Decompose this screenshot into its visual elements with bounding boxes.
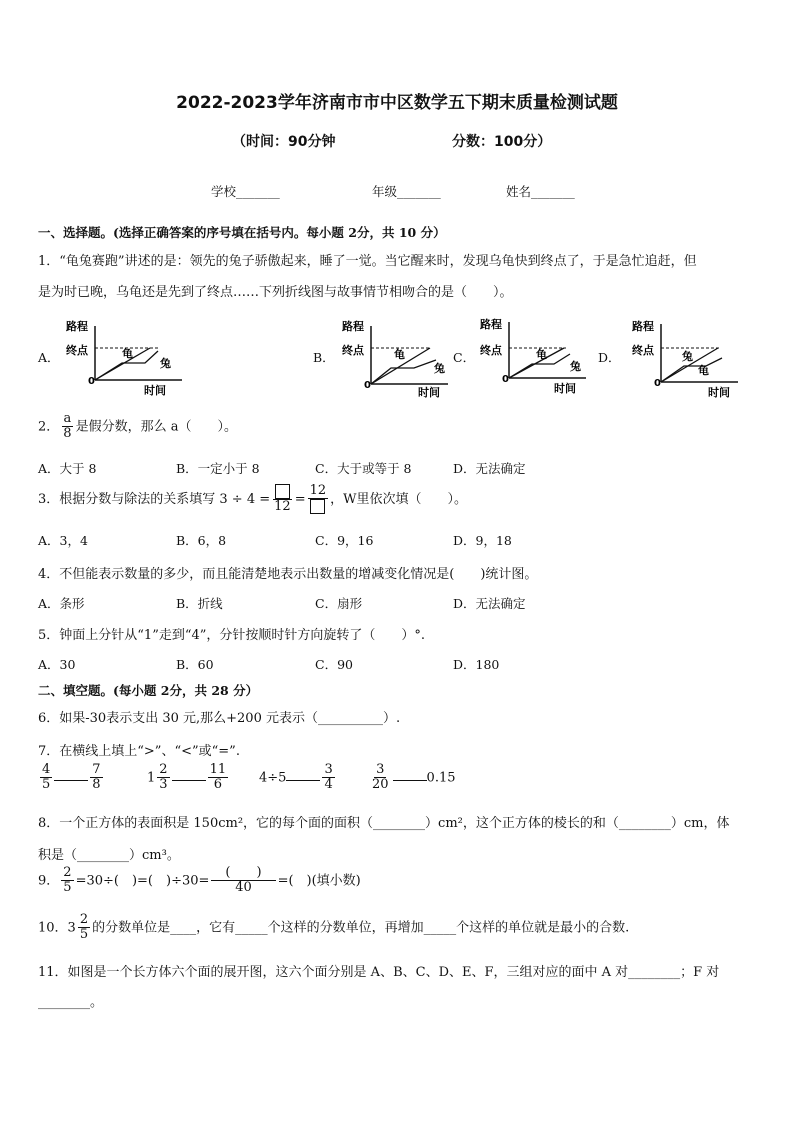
rabbit-label: 兔 [160, 357, 171, 370]
numerator: 4 [42, 762, 51, 777]
name-field: 姓名_______ [506, 184, 575, 199]
q9-end: =( )(填小数) [277, 873, 361, 889]
q2-option-a: A．大于 8 [38, 461, 97, 476]
x-axis-label: 时间 [554, 382, 576, 395]
origin-label: 0 [654, 378, 661, 389]
q7-item-3 [259, 763, 337, 793]
q3-frac1-denominator: 12 [274, 499, 291, 515]
tortoise-label: 龟 [122, 347, 133, 360]
q4-stem: 4．不但能表示数量的多少，而且能清楚地表示出数量的增减变化情况是( )统计图。 [38, 567, 538, 582]
numerator: ( ) [211, 866, 275, 881]
q3-fraction-1 [272, 484, 293, 515]
q1-line1: 1．“龟兔赛跑”讲述的是：领先的兔子骄傲起来，睡了一觉。当它醒来时，发现乌龟快到终点了，于是急忙追赶，但 [38, 254, 697, 269]
q3-box-1 [275, 484, 290, 499]
origin-label: 0 [502, 374, 509, 385]
q4-option-d: D．无法确定 [453, 596, 526, 611]
denominator: 5 [79, 927, 89, 943]
q3-box-2-wrap [308, 499, 327, 514]
q2-stem [38, 412, 237, 442]
q7-item1-right [90, 763, 102, 793]
q2-fraction [61, 412, 73, 442]
q3-option-a: A．3，4 [38, 533, 88, 548]
q5-option-a: A．30 [38, 657, 76, 672]
denominator: 20 [372, 777, 389, 793]
denominator: 6 [213, 777, 222, 793]
q1-graph-a [60, 318, 190, 398]
q2-frac-numerator: a [63, 411, 72, 426]
q11-line1: 11．如图是一个长方体六个面的展开图，这六个面分别是 A、B、C、D、E、F，三组对应的面中 A 对________；F 对 [38, 965, 720, 980]
q5-option-c: C．90 [315, 657, 353, 672]
x-axis-label: 时间 [708, 386, 730, 398]
finish-label: 终点 [66, 344, 88, 357]
answer-blank[interactable] [393, 780, 427, 781]
q3-option-c: C．9，16 [315, 533, 374, 548]
q2-frac-denominator: 8 [63, 426, 72, 442]
numerator: 3 [376, 762, 385, 777]
q1-option-b-label: B． [313, 350, 335, 365]
q4-option-b: B．折线 [176, 596, 223, 611]
q3-text-post: ，W里依次填（ ）。 [330, 491, 468, 507]
q7-item1-left [40, 763, 52, 793]
origin-label: 0 [88, 376, 95, 387]
answer-blank[interactable] [172, 780, 206, 781]
q2-option-b: B．一定小于 8 [176, 461, 260, 476]
q7-item2-right [208, 763, 229, 793]
q8-line1: 8．一个正方体的表面积是 150cm²，它的每个面的面积（________）cm²，这个正方体的棱长的和（________）cm，体 [38, 816, 730, 831]
rabbit-label: 兔 [682, 350, 693, 363]
q1-graph-d [626, 318, 746, 398]
q9-middle: =30÷( )=( )÷30= [75, 873, 210, 889]
q7-item2-left [157, 763, 169, 793]
q9-fraction [61, 866, 73, 896]
q6-stem: 6．如果-30表示支出 30 元,那么+200 元表示（__________）. [38, 711, 401, 726]
y-axis-label: 路程 [342, 320, 364, 333]
q10-number: 10． [38, 920, 68, 936]
numerator: 2 [79, 912, 89, 927]
q7-item-2 [147, 763, 230, 793]
q5-option-b: B．60 [176, 657, 214, 672]
division-expr: 4÷5 [259, 770, 287, 786]
tortoise-label: 龟 [698, 364, 709, 377]
exam-score: 分数：100分） [452, 134, 552, 150]
finish-label: 终点 [342, 344, 364, 357]
grade-field: 年级_______ [372, 184, 441, 199]
q11-line2: ________。 [38, 995, 104, 1010]
q10-text: 的分数单位是____，它有_____个这样的分数单位，再增加_____个这样的单位就是最小的合数. [92, 920, 630, 936]
q3-text-pre: 3．根据分数与除法的关系填写 3 ÷ 4 = [38, 491, 271, 507]
exam-time: （时间：90分钟 [232, 134, 336, 150]
denominator: 8 [92, 777, 101, 793]
q9-number: 9． [38, 873, 60, 889]
rabbit-label: 兔 [434, 362, 445, 375]
section-1-heading: 一、选择题。(选择正确答案的序号填在括号内。每小题 2分，共 10 分） [38, 225, 446, 240]
finish-label: 终点 [632, 344, 654, 357]
q3-option-d: D．9，18 [453, 533, 512, 548]
whole-number: 1 [147, 770, 156, 786]
finish-label: 终点 [480, 344, 502, 357]
numerator: 2 [63, 865, 72, 880]
answer-blank[interactable] [54, 780, 88, 781]
tortoise-label: 龟 [394, 348, 405, 361]
rabbit-label: 兔 [570, 360, 581, 373]
numerator: 11 [209, 762, 227, 777]
y-axis-label: 路程 [632, 320, 654, 333]
x-axis-label: 时间 [418, 386, 440, 398]
q1-graph-b [336, 318, 456, 398]
q7-item-1 [38, 763, 105, 793]
whole-number: 3 [67, 920, 76, 936]
q3-box-2 [310, 499, 325, 514]
q1-option-a-label: A． [38, 350, 60, 365]
y-axis-label: 路程 [66, 320, 88, 333]
denominator: 5 [42, 777, 51, 793]
section-2-heading: 二、填空题。(每小题 2分，共 28 分） [38, 683, 259, 698]
q1-line2: 是为时已晚，乌龟还是先到了终点……下列折线图与故事情节相吻合的是（ ）。 [38, 285, 513, 300]
school-field: 学校_______ [211, 184, 280, 199]
q9-stem [38, 866, 361, 896]
q10-fraction [78, 913, 90, 943]
q8-line2: 积是（________）cm³。 [38, 848, 180, 863]
y-axis-label: 路程 [480, 318, 502, 331]
q1-option-c-label: C． [453, 350, 476, 365]
q3-box-1-wrap [273, 484, 292, 500]
q2-text: 是假分数，那么 a（ ）。 [75, 419, 237, 435]
q9-fraction-2 [211, 866, 275, 896]
origin-label: 0 [364, 380, 371, 391]
q3-stem: 3．根据分数与除法的关系填写 3 ÷ 4 = 12 = 12 ，W里依次填（ ）。 [38, 483, 468, 515]
q7-stem: 7．在横线上填上“>”、“<”或“=”. [38, 744, 240, 759]
q5-option-d: D．180 [453, 657, 500, 672]
denominator: 40 [235, 880, 252, 896]
q2-option-d: D．无法确定 [453, 461, 526, 476]
x-axis-label: 时间 [144, 384, 166, 397]
answer-blank[interactable] [286, 780, 320, 781]
denominator: 4 [324, 777, 333, 793]
decimal-value: 0.15 [426, 770, 456, 786]
q3-fraction-2 [308, 484, 329, 515]
numerator: 3 [324, 762, 333, 777]
q7-item3-right [322, 763, 334, 793]
q2-option-c: C．大于或等于 8 [315, 461, 412, 476]
q5-stem: 5．钟面上分针从“1”走到“4”，分针按顺时针方向旋转了（ ）°. [38, 628, 426, 643]
q7-item-4 [368, 763, 456, 793]
q4-option-c: C．扇形 [315, 596, 363, 611]
numerator: 2 [159, 762, 168, 777]
q3-option-b: B．6，8 [176, 533, 227, 548]
q2-number: 2． [38, 419, 60, 435]
q10-stem [38, 913, 629, 943]
q3-frac2-numerator: 12 [309, 483, 327, 498]
tortoise-label: 龟 [536, 348, 547, 361]
numerator: 7 [92, 762, 101, 777]
q1-graph-c [474, 318, 594, 398]
page-title: 2022-2023学年济南市市中区数学五下期末质量检测试题 [176, 93, 618, 113]
denominator: 3 [159, 777, 168, 793]
denominator: 5 [63, 880, 72, 896]
q1-option-d-label: D． [598, 350, 621, 365]
q7-item4-left [370, 763, 391, 793]
q4-option-a: A．条形 [38, 596, 85, 611]
